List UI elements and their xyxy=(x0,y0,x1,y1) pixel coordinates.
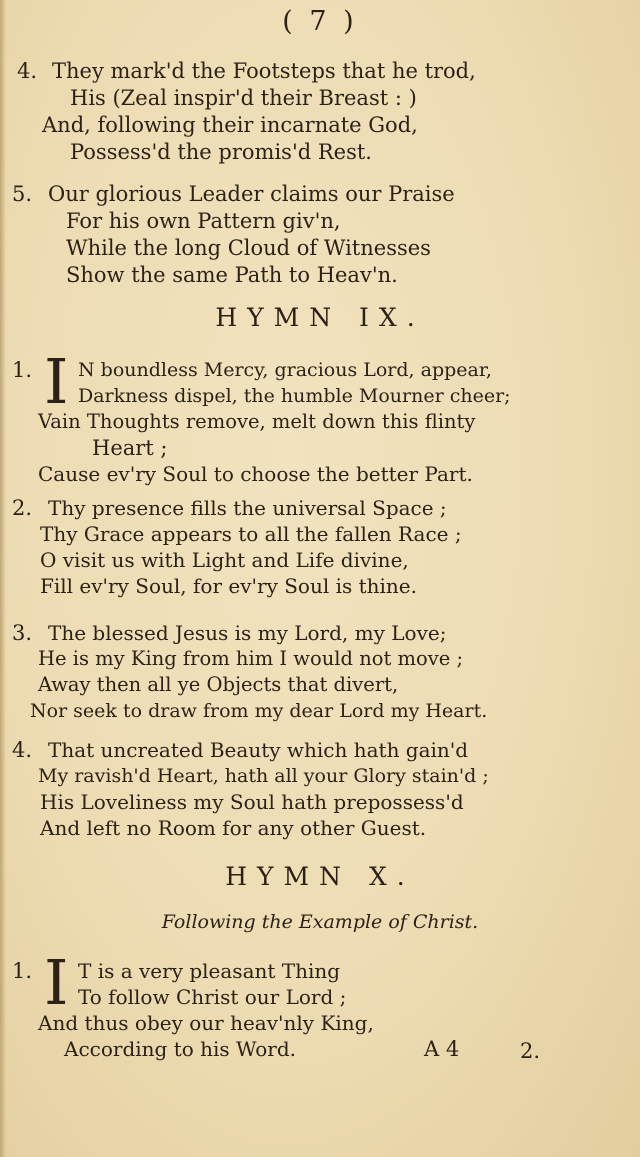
page-number: ( 7 ) xyxy=(282,6,358,37)
verse-line: Possess'd the promis'd Rest. xyxy=(70,140,372,164)
verse-line: O visit us with Light and Life divine, xyxy=(40,548,409,572)
verse-line: Thy Grace appears to all the fallen Race ; xyxy=(40,522,462,546)
verse-line: Nor seek to draw from my dear Lord my Heart. xyxy=(30,700,488,722)
verse-line: That uncreated Beauty which hath gain'd xyxy=(48,738,469,762)
verse-line: And thus obey our heav'nly King, xyxy=(38,1011,374,1035)
verse-line: They mark'd the Footsteps that he trod, xyxy=(52,59,476,83)
verse-line: Our glorious Leader claims our Praise xyxy=(48,182,455,206)
verse-line: And left no Room for any other Guest. xyxy=(40,816,427,840)
hymn-subtitle: Following the Example of Christ. xyxy=(161,911,479,933)
verse-line: Cause ev'ry Soul to choose the better Part. xyxy=(38,462,473,486)
verse-line: And, following their incarnate God, xyxy=(42,113,418,137)
verse-line: He is my King from him I would not move ; xyxy=(38,647,464,670)
verse-line: Heart ; xyxy=(92,436,168,460)
drop-cap: I xyxy=(44,946,69,1019)
verse-line: Away then all ye Objects that divert, xyxy=(38,673,399,696)
catchword: 2. xyxy=(520,1039,541,1063)
verse-line: According to his Word. xyxy=(64,1037,296,1061)
hymn-title: HYMN IX. xyxy=(215,303,425,332)
verse-number: 5. xyxy=(12,182,33,206)
verse-number: 4. xyxy=(12,738,33,762)
hymn-title: HYMN X. xyxy=(225,862,415,891)
verse-number: 3. xyxy=(12,621,33,645)
verse-number: 2. xyxy=(12,496,33,520)
verse-line: Fill ev'ry Soul, for ev'ry Soul is thine. xyxy=(40,574,418,598)
verse-line: My ravish'd Heart, hath all your Glory stain'd ; xyxy=(38,765,489,787)
verse-number: 1. xyxy=(12,959,33,983)
verse-line: For his own Pattern giv'n, xyxy=(66,209,341,233)
verse-line: Darkness dispel, the humble Mourner cheer; xyxy=(78,385,511,407)
verse-line: Vain Thoughts remove, melt down this flinty xyxy=(38,410,476,433)
verse-line: Show the same Path to Heav'n. xyxy=(66,263,398,287)
page-edge xyxy=(0,0,6,1157)
drop-cap: I xyxy=(44,345,69,418)
verse-number: 1. xyxy=(12,358,33,382)
verse-line: His Loveliness my Soul hath prepossess'd xyxy=(40,790,464,814)
verse-line: His (Zeal inspir'd their Breast : ) xyxy=(70,86,417,110)
verse-line: Thy presence fills the universal Space ; xyxy=(48,496,447,520)
verse-line: To follow Christ our Lord ; xyxy=(78,985,347,1009)
verse-number: 4. xyxy=(17,59,38,83)
verse-line: While the long Cloud of Witnesses xyxy=(66,236,431,260)
signature-mark: A 4 xyxy=(424,1037,460,1061)
verse-line: N boundless Mercy, gracious Lord, appear, xyxy=(78,359,492,381)
verse-line: T is a very pleasant Thing xyxy=(78,959,341,983)
verse-line: The blessed Jesus is my Lord, my Love; xyxy=(48,621,447,645)
